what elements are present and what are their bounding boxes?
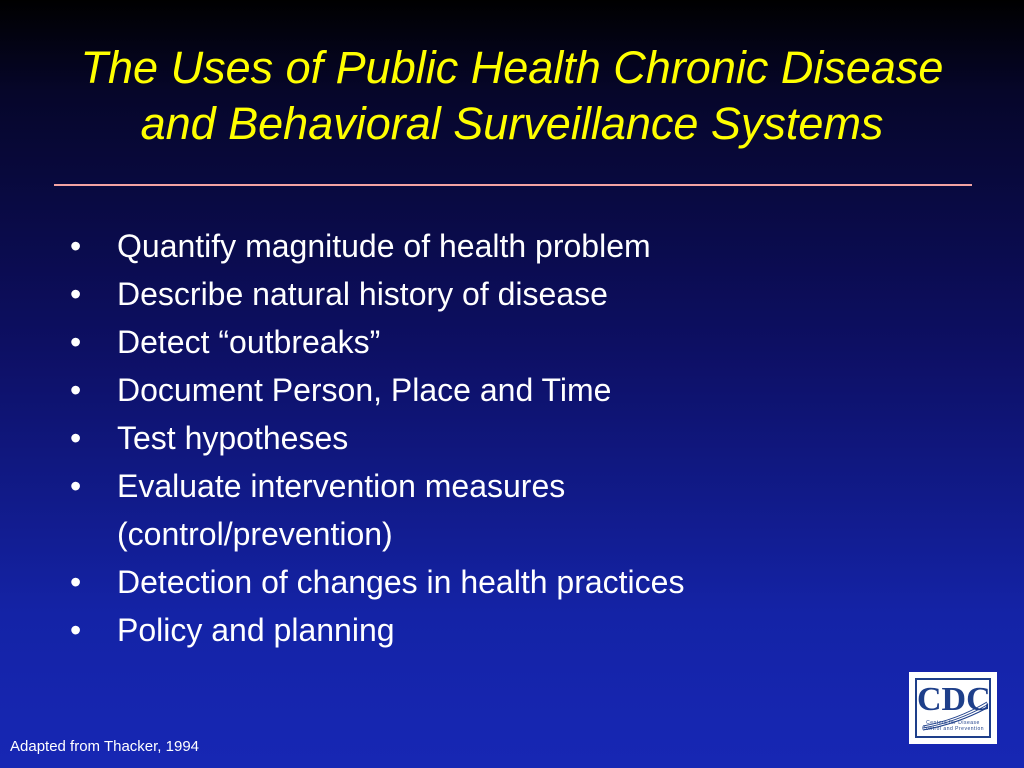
bullet-list — [70, 222, 977, 654]
cdc-logo-text: CDC — [917, 681, 991, 718]
bullet-item: • Detect “outbreaks” — [70, 318, 977, 366]
slide-title-line-2: and Behavioral Surveillance Systems — [140, 98, 884, 149]
title-divider — [54, 184, 972, 186]
bullet-item: • Policy and planning — [70, 606, 977, 654]
bullet-item: • Test hypotheses — [70, 414, 977, 462]
bullet-item: • Document Person, Place and Time — [70, 366, 977, 414]
bullet-item: • Detection of changes in health practices — [70, 558, 977, 606]
bullet-item: • Quantify magnitude of health problem — [70, 222, 977, 270]
bullet-item: • Evaluate intervention measures (control/prevention) — [70, 462, 727, 558]
bullet-item: • Describe natural history of disease — [70, 270, 977, 318]
slide-title — [0, 40, 1024, 152]
source-credit: Adapted from Thacker, 1994 — [10, 738, 200, 755]
cdc-logo-subtext: Centers for Disease Control and Prevention — [921, 720, 985, 732]
slide-title-line-1: The Uses of Public Health Chronic Disease — [80, 42, 944, 93]
cdc-logo-frame — [915, 678, 991, 738]
cdc-logo — [909, 672, 997, 744]
